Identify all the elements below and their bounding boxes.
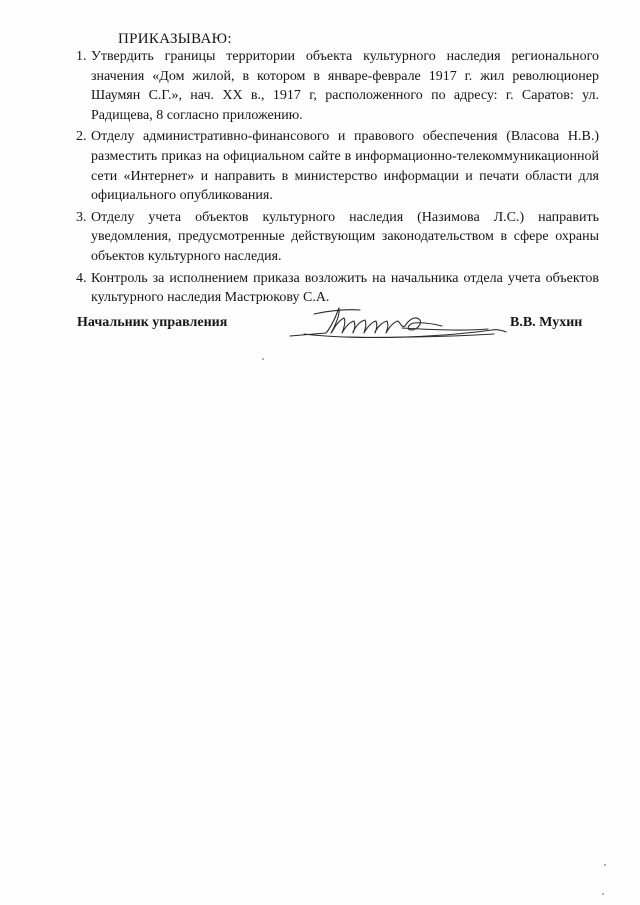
order-item-2 <box>0 127 640 205</box>
order-item-text: Контроль за исполнением приказа возложить на начальника отдела учета объектов культурного наследия Мастрюкову С.А. <box>91 270 599 306</box>
signatory-name: В.В. Мухин <box>510 315 583 330</box>
order-item-text: Отделу административно-финансового и правового обеспечения (Власова Н.В.) разместить приказ на официальном сайте в информационно-телекоммуникационной сети «Интернет» и направить в министерство информации и печати области для официального опубликования. <box>91 129 599 204</box>
order-item-number: 3. <box>76 209 87 225</box>
order-item-text: Утвердить границы территории объекта культурного наследия регионального значения «Дом жилой, в котором в январе-феврале 1917 г. жил революционер Шаумян С.Г.», нач. XX в., 1917 г, расположенного по адресу: г. Саратов: ул. Радищева, 8 согласно приложению. <box>91 49 599 123</box>
scan-speck <box>602 893 604 895</box>
scan-speck <box>604 864 606 866</box>
order-item-1 <box>0 47 640 125</box>
order-item-4 <box>0 269 640 308</box>
order-item-number: 2. <box>76 129 87 145</box>
order-item-number: 4. <box>76 270 87 286</box>
order-item-3 <box>0 208 640 267</box>
order-list <box>0 47 640 310</box>
order-heading: ПРИКАЗЫВАЮ: <box>118 31 232 47</box>
handwritten-signature <box>284 304 510 340</box>
signature-block <box>0 304 640 344</box>
scan-speck <box>262 358 264 360</box>
signatory-position: Начальник управления <box>77 315 228 330</box>
order-item-text: Отделу учета объектов культурного наследия (Назимова Л.С.) направить уведомления, предусмотренные действующим законодательством в сфере охраны объектов культурного наследия. <box>91 209 599 264</box>
order-item-number: 1. <box>76 49 87 64</box>
